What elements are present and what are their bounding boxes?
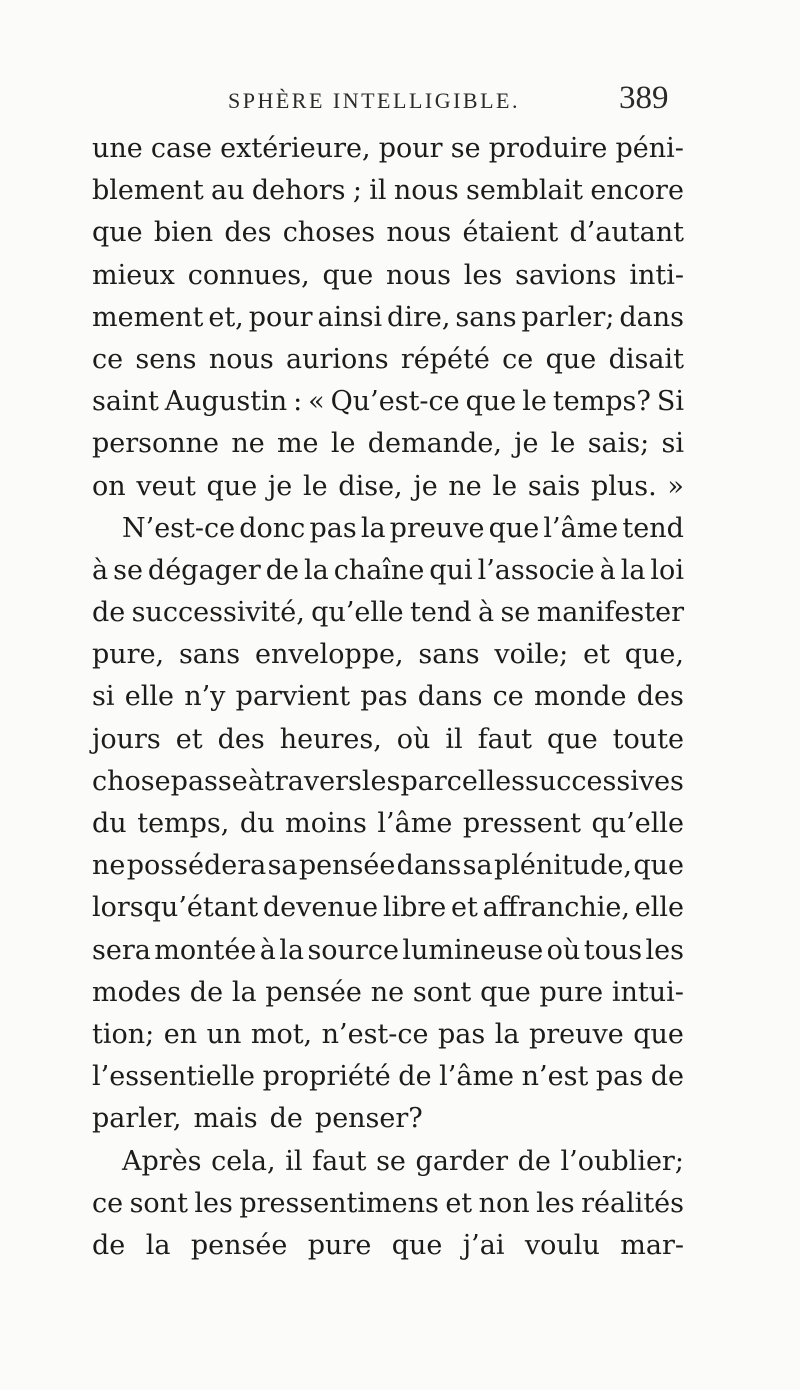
word: extérieure, bbox=[220, 133, 371, 164]
word: l’âme bbox=[377, 808, 453, 839]
word: demande, bbox=[367, 428, 502, 460]
word: dans bbox=[619, 301, 684, 333]
word: garder bbox=[415, 1145, 509, 1177]
word: je bbox=[413, 470, 438, 502]
word: de bbox=[92, 1229, 126, 1261]
word: l’associe bbox=[477, 554, 595, 586]
word: temps, bbox=[137, 808, 230, 839]
word: possédera bbox=[126, 850, 267, 882]
word: pure bbox=[307, 1229, 372, 1261]
word: aurions bbox=[286, 343, 389, 375]
page-number: 389 bbox=[619, 80, 669, 116]
word: le bbox=[330, 428, 356, 460]
word: l’âme bbox=[439, 1061, 515, 1093]
word: pensée bbox=[190, 1229, 288, 1261]
word: péni- bbox=[615, 133, 684, 164]
word: les bbox=[463, 259, 503, 291]
word: disait bbox=[608, 343, 684, 375]
word: que, bbox=[624, 639, 684, 671]
word: voulu bbox=[524, 1229, 600, 1261]
text-line-paragraph-start bbox=[92, 508, 684, 550]
word: du bbox=[239, 808, 275, 839]
text-line bbox=[92, 634, 684, 676]
word: répété bbox=[400, 343, 490, 375]
word: parvient bbox=[235, 681, 351, 713]
word: jours bbox=[92, 723, 161, 755]
word: n’est bbox=[521, 1061, 589, 1093]
word: on bbox=[92, 470, 126, 502]
running-head bbox=[0, 78, 800, 118]
word: tend bbox=[622, 512, 684, 544]
word: les bbox=[194, 1187, 233, 1219]
text-line bbox=[92, 676, 684, 718]
word: à bbox=[259, 934, 276, 966]
word: heures, bbox=[279, 723, 382, 755]
word: moins bbox=[285, 808, 367, 839]
word: l’oublier; bbox=[560, 1145, 684, 1177]
word: plénitude, bbox=[493, 850, 632, 882]
word: sa bbox=[462, 850, 493, 882]
word: se bbox=[500, 597, 531, 629]
word: sais; bbox=[587, 428, 650, 460]
word: intui- bbox=[611, 976, 684, 1008]
word: que bbox=[92, 217, 143, 249]
word: ce bbox=[502, 343, 534, 375]
word: à bbox=[599, 554, 616, 586]
word: la bbox=[494, 1018, 520, 1050]
word: les bbox=[361, 765, 401, 797]
text-line bbox=[92, 887, 684, 929]
word: étaient bbox=[462, 217, 559, 249]
word: nous bbox=[393, 175, 459, 207]
word: la bbox=[303, 554, 329, 586]
word: se bbox=[376, 1145, 406, 1177]
word: et, bbox=[208, 301, 244, 333]
text-line bbox=[92, 845, 684, 887]
word: j’ai bbox=[462, 1229, 505, 1261]
word: de bbox=[269, 1103, 303, 1135]
word: pensée bbox=[265, 976, 362, 1008]
text-line bbox=[92, 212, 684, 254]
word: à bbox=[477, 597, 495, 629]
word: la bbox=[145, 1229, 171, 1261]
word: connues, bbox=[187, 259, 310, 291]
word: donc bbox=[239, 512, 306, 544]
word: ne bbox=[448, 470, 482, 502]
word: où bbox=[546, 934, 581, 966]
running-title: SPHÈRE INTELLIGIBLE. bbox=[228, 88, 520, 113]
word: propriété bbox=[262, 1061, 391, 1093]
word: d’autant bbox=[569, 217, 684, 249]
word: dans bbox=[396, 850, 462, 882]
text-line bbox=[92, 592, 684, 634]
text-line bbox=[92, 930, 684, 972]
word: pour bbox=[378, 133, 443, 164]
word: case bbox=[150, 133, 212, 164]
word: chose bbox=[92, 765, 171, 797]
text-line bbox=[92, 170, 684, 212]
word: sera bbox=[92, 934, 151, 966]
word: sais bbox=[527, 470, 581, 502]
word: penser? bbox=[314, 1103, 423, 1135]
word: les bbox=[536, 1187, 575, 1219]
word: l’âme bbox=[543, 512, 619, 544]
word: se bbox=[113, 554, 143, 586]
word: faut bbox=[312, 1145, 367, 1177]
word: parler, bbox=[92, 1103, 182, 1135]
word: manifester bbox=[536, 597, 684, 629]
word: encore bbox=[590, 175, 684, 207]
word: des bbox=[636, 681, 684, 713]
word: et bbox=[445, 1187, 473, 1219]
word: pressent bbox=[462, 808, 581, 839]
word: personne bbox=[92, 428, 220, 460]
word: que bbox=[488, 512, 540, 544]
word: elle bbox=[124, 681, 174, 713]
word: il bbox=[285, 1145, 303, 1177]
text-line bbox=[92, 550, 684, 592]
word: sa bbox=[267, 850, 298, 882]
word: semblait bbox=[466, 175, 583, 207]
word: choses bbox=[282, 217, 376, 249]
word: monde bbox=[534, 681, 627, 713]
word: si bbox=[92, 681, 115, 713]
word: devenue bbox=[262, 892, 379, 924]
word: tion; bbox=[92, 1018, 155, 1050]
word: que bbox=[391, 1229, 443, 1261]
word: « bbox=[308, 386, 325, 418]
text-line bbox=[92, 761, 684, 803]
word: blement bbox=[92, 175, 204, 207]
word: que bbox=[633, 1018, 684, 1050]
word: pressentimens bbox=[239, 1187, 439, 1219]
word: que bbox=[480, 976, 531, 1008]
word: de bbox=[398, 1061, 432, 1093]
body-text bbox=[92, 128, 684, 1267]
text-line bbox=[92, 1014, 684, 1056]
word: mieux bbox=[92, 259, 175, 291]
word: loi bbox=[650, 554, 684, 586]
word: enveloppe, bbox=[254, 639, 404, 671]
word: temps? bbox=[552, 386, 651, 418]
word: passe bbox=[170, 765, 248, 797]
word: ce bbox=[492, 681, 524, 713]
text-line bbox=[92, 381, 684, 423]
word: Après bbox=[122, 1145, 202, 1177]
word: source bbox=[307, 934, 399, 966]
word: ce bbox=[92, 343, 124, 375]
word: montée bbox=[154, 934, 257, 966]
word: savions bbox=[515, 259, 617, 291]
word: de bbox=[189, 976, 224, 1008]
word: mar- bbox=[620, 1229, 684, 1261]
word: N’est-ce bbox=[122, 512, 236, 544]
word: où bbox=[396, 723, 431, 755]
word: dire, bbox=[387, 301, 451, 333]
word: de bbox=[92, 597, 126, 629]
word: pure bbox=[539, 976, 604, 1008]
word: qui bbox=[429, 554, 473, 586]
text-line bbox=[92, 297, 684, 339]
word: mement bbox=[92, 301, 204, 333]
word: inti- bbox=[629, 259, 684, 291]
word: ne bbox=[231, 428, 265, 460]
word: parler; bbox=[521, 301, 615, 333]
word: plus. bbox=[590, 470, 657, 502]
text-line bbox=[92, 972, 684, 1014]
word: toute bbox=[612, 723, 684, 755]
word: voile; bbox=[494, 639, 569, 671]
word: successives bbox=[525, 765, 684, 797]
word: saint bbox=[92, 386, 159, 418]
word: qu’elle bbox=[591, 808, 684, 839]
word: et bbox=[451, 892, 478, 924]
word: Augustin bbox=[164, 386, 288, 418]
text-line bbox=[92, 719, 684, 761]
word: un bbox=[206, 1018, 242, 1050]
word: des bbox=[224, 217, 272, 249]
word: de bbox=[650, 1061, 684, 1093]
word: que bbox=[322, 259, 374, 291]
word: nous bbox=[208, 343, 274, 375]
word: et bbox=[175, 723, 203, 755]
word: » bbox=[667, 470, 684, 502]
word: mot, bbox=[250, 1018, 313, 1050]
word: du bbox=[92, 808, 127, 839]
word: sont bbox=[412, 976, 472, 1008]
word: pas bbox=[438, 1018, 486, 1050]
word: affranchie, bbox=[482, 892, 630, 924]
word: libre bbox=[382, 892, 447, 924]
word: que bbox=[633, 850, 684, 882]
word: chaîne bbox=[333, 554, 425, 586]
text-line bbox=[92, 423, 684, 465]
word: je bbox=[514, 428, 539, 460]
word: produire bbox=[488, 133, 608, 164]
word: sont bbox=[129, 1187, 188, 1219]
word: en bbox=[163, 1018, 198, 1050]
word: des bbox=[217, 723, 265, 755]
text-line-paragraph-end bbox=[92, 1098, 684, 1140]
word: lorsqu’étant bbox=[92, 892, 259, 924]
word: le bbox=[522, 386, 547, 418]
word: et bbox=[583, 639, 610, 671]
word: que bbox=[465, 386, 517, 418]
word: pure, bbox=[92, 639, 165, 671]
word: au bbox=[211, 175, 245, 207]
word: une bbox=[92, 133, 143, 164]
word: travers bbox=[263, 765, 362, 797]
word: que bbox=[547, 723, 598, 755]
word: dise, bbox=[338, 470, 403, 502]
word: que bbox=[206, 470, 258, 502]
word: sens bbox=[135, 343, 197, 375]
word: dehors bbox=[251, 175, 346, 207]
word: preuve bbox=[389, 512, 485, 544]
text-line bbox=[92, 1225, 684, 1267]
word: la bbox=[620, 554, 646, 586]
text-line bbox=[92, 466, 684, 508]
word: successivité, bbox=[131, 597, 305, 629]
word: la bbox=[231, 976, 257, 1008]
word: ce bbox=[92, 1187, 124, 1219]
word: me bbox=[276, 428, 319, 460]
word: nous bbox=[386, 259, 451, 291]
word: pour bbox=[248, 301, 313, 333]
word: les bbox=[645, 934, 684, 966]
word: l’essentielle bbox=[92, 1061, 255, 1093]
text-line bbox=[92, 128, 684, 170]
word: cela, bbox=[211, 1145, 276, 1177]
word: pas bbox=[595, 1061, 644, 1093]
word: elle bbox=[634, 892, 684, 924]
word: n’est-ce bbox=[321, 1018, 429, 1050]
text-line-paragraph-start bbox=[92, 1141, 684, 1183]
word: Qu’est-ce bbox=[330, 386, 460, 418]
text-line bbox=[92, 339, 684, 381]
word: le bbox=[550, 428, 576, 460]
word: : bbox=[293, 386, 303, 418]
word: bien bbox=[153, 217, 214, 249]
word: n’y bbox=[184, 681, 226, 713]
text-line bbox=[92, 1183, 684, 1225]
word: dans bbox=[417, 681, 483, 713]
word: il bbox=[445, 723, 463, 755]
word: ; bbox=[352, 175, 362, 207]
word: faut bbox=[477, 723, 533, 755]
word: le bbox=[492, 470, 518, 502]
word: mais bbox=[193, 1103, 258, 1135]
text-line bbox=[92, 255, 684, 297]
word: dégager bbox=[147, 554, 261, 586]
word: à bbox=[92, 554, 109, 586]
word: la bbox=[279, 934, 305, 966]
word: tous bbox=[583, 934, 643, 966]
word: parcelles bbox=[400, 765, 525, 797]
word: la bbox=[360, 512, 386, 544]
word: réalités bbox=[581, 1187, 684, 1219]
word: non bbox=[478, 1187, 530, 1219]
word: de bbox=[517, 1145, 551, 1177]
word: il bbox=[369, 175, 387, 207]
word: sans bbox=[455, 301, 517, 333]
word: Si bbox=[656, 386, 684, 418]
word: ne bbox=[92, 850, 126, 882]
word: de bbox=[265, 554, 299, 586]
word: sans bbox=[178, 639, 241, 671]
text-line bbox=[92, 803, 684, 845]
word: que bbox=[545, 343, 597, 375]
word: veut bbox=[136, 470, 196, 502]
word: nous bbox=[386, 217, 452, 249]
word: ne bbox=[370, 976, 405, 1008]
word: je bbox=[267, 470, 293, 502]
word: se bbox=[450, 133, 481, 164]
word: à bbox=[247, 765, 264, 797]
word: si bbox=[661, 428, 684, 460]
text-line bbox=[92, 1056, 684, 1098]
word: tend bbox=[410, 597, 472, 629]
word: pensée bbox=[298, 850, 396, 882]
word: preuve bbox=[528, 1018, 624, 1050]
word: modes bbox=[92, 976, 181, 1008]
word: ainsi bbox=[317, 301, 383, 333]
word: qu’elle bbox=[311, 597, 404, 629]
word: lumineuse bbox=[402, 934, 544, 966]
word: sans bbox=[418, 639, 480, 671]
word: pas bbox=[360, 681, 408, 713]
word: le bbox=[302, 470, 328, 502]
word: pas bbox=[309, 512, 357, 544]
